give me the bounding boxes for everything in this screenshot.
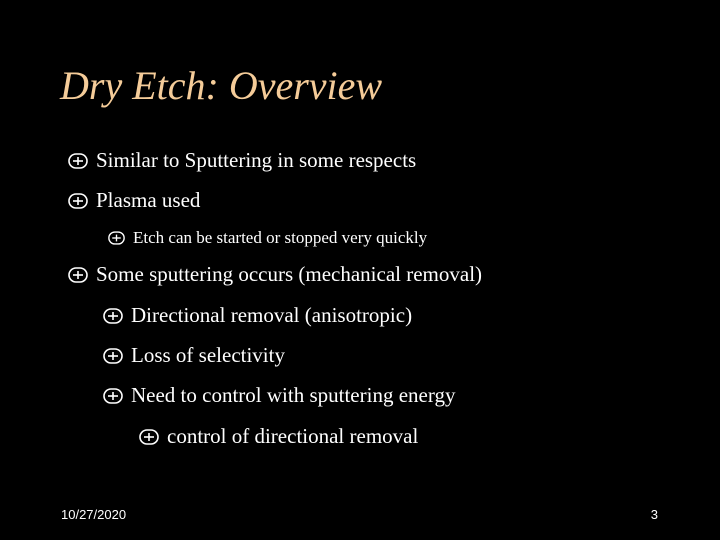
bullet-text: Plasma used	[96, 188, 201, 212]
plus-box-icon	[68, 193, 88, 209]
sub-bullet-item	[103, 305, 412, 326]
plus-box-icon	[108, 231, 125, 245]
bullet-text: Some sputtering occurs (mechanical removal)	[96, 262, 483, 286]
bullet-item	[68, 150, 416, 171]
footer-page-number: 3	[650, 507, 658, 522]
footer-date: 10/27/2020	[61, 507, 127, 522]
plus-box-icon	[103, 308, 123, 324]
sub-bullet-text: Directional removal (anisotropic)	[131, 303, 413, 327]
sub-bullet-item	[108, 229, 427, 246]
bullet-item	[68, 264, 482, 285]
plus-box-icon	[103, 348, 123, 364]
plus-box-icon	[68, 267, 88, 283]
sub-bullet-text: Etch can be started or stopped very quickly	[133, 228, 428, 247]
sub-sub-bullet-item	[139, 426, 418, 447]
bullet-item	[68, 190, 200, 211]
sub-bullet-text: Need to control with sputtering energy	[131, 383, 456, 407]
sub-bullet-text: Loss of selectivity	[131, 343, 285, 367]
sub-sub-bullet-text: control of directional removal	[167, 424, 419, 448]
bullet-text: Similar to Sputtering in some respects	[96, 148, 417, 172]
sub-bullet-item	[103, 385, 455, 406]
plus-box-icon	[139, 429, 159, 445]
plus-box-icon	[103, 388, 123, 404]
plus-box-icon	[68, 153, 88, 169]
sub-bullet-item	[103, 345, 285, 366]
slide-title: Dry Etch: Overview	[60, 63, 383, 108]
